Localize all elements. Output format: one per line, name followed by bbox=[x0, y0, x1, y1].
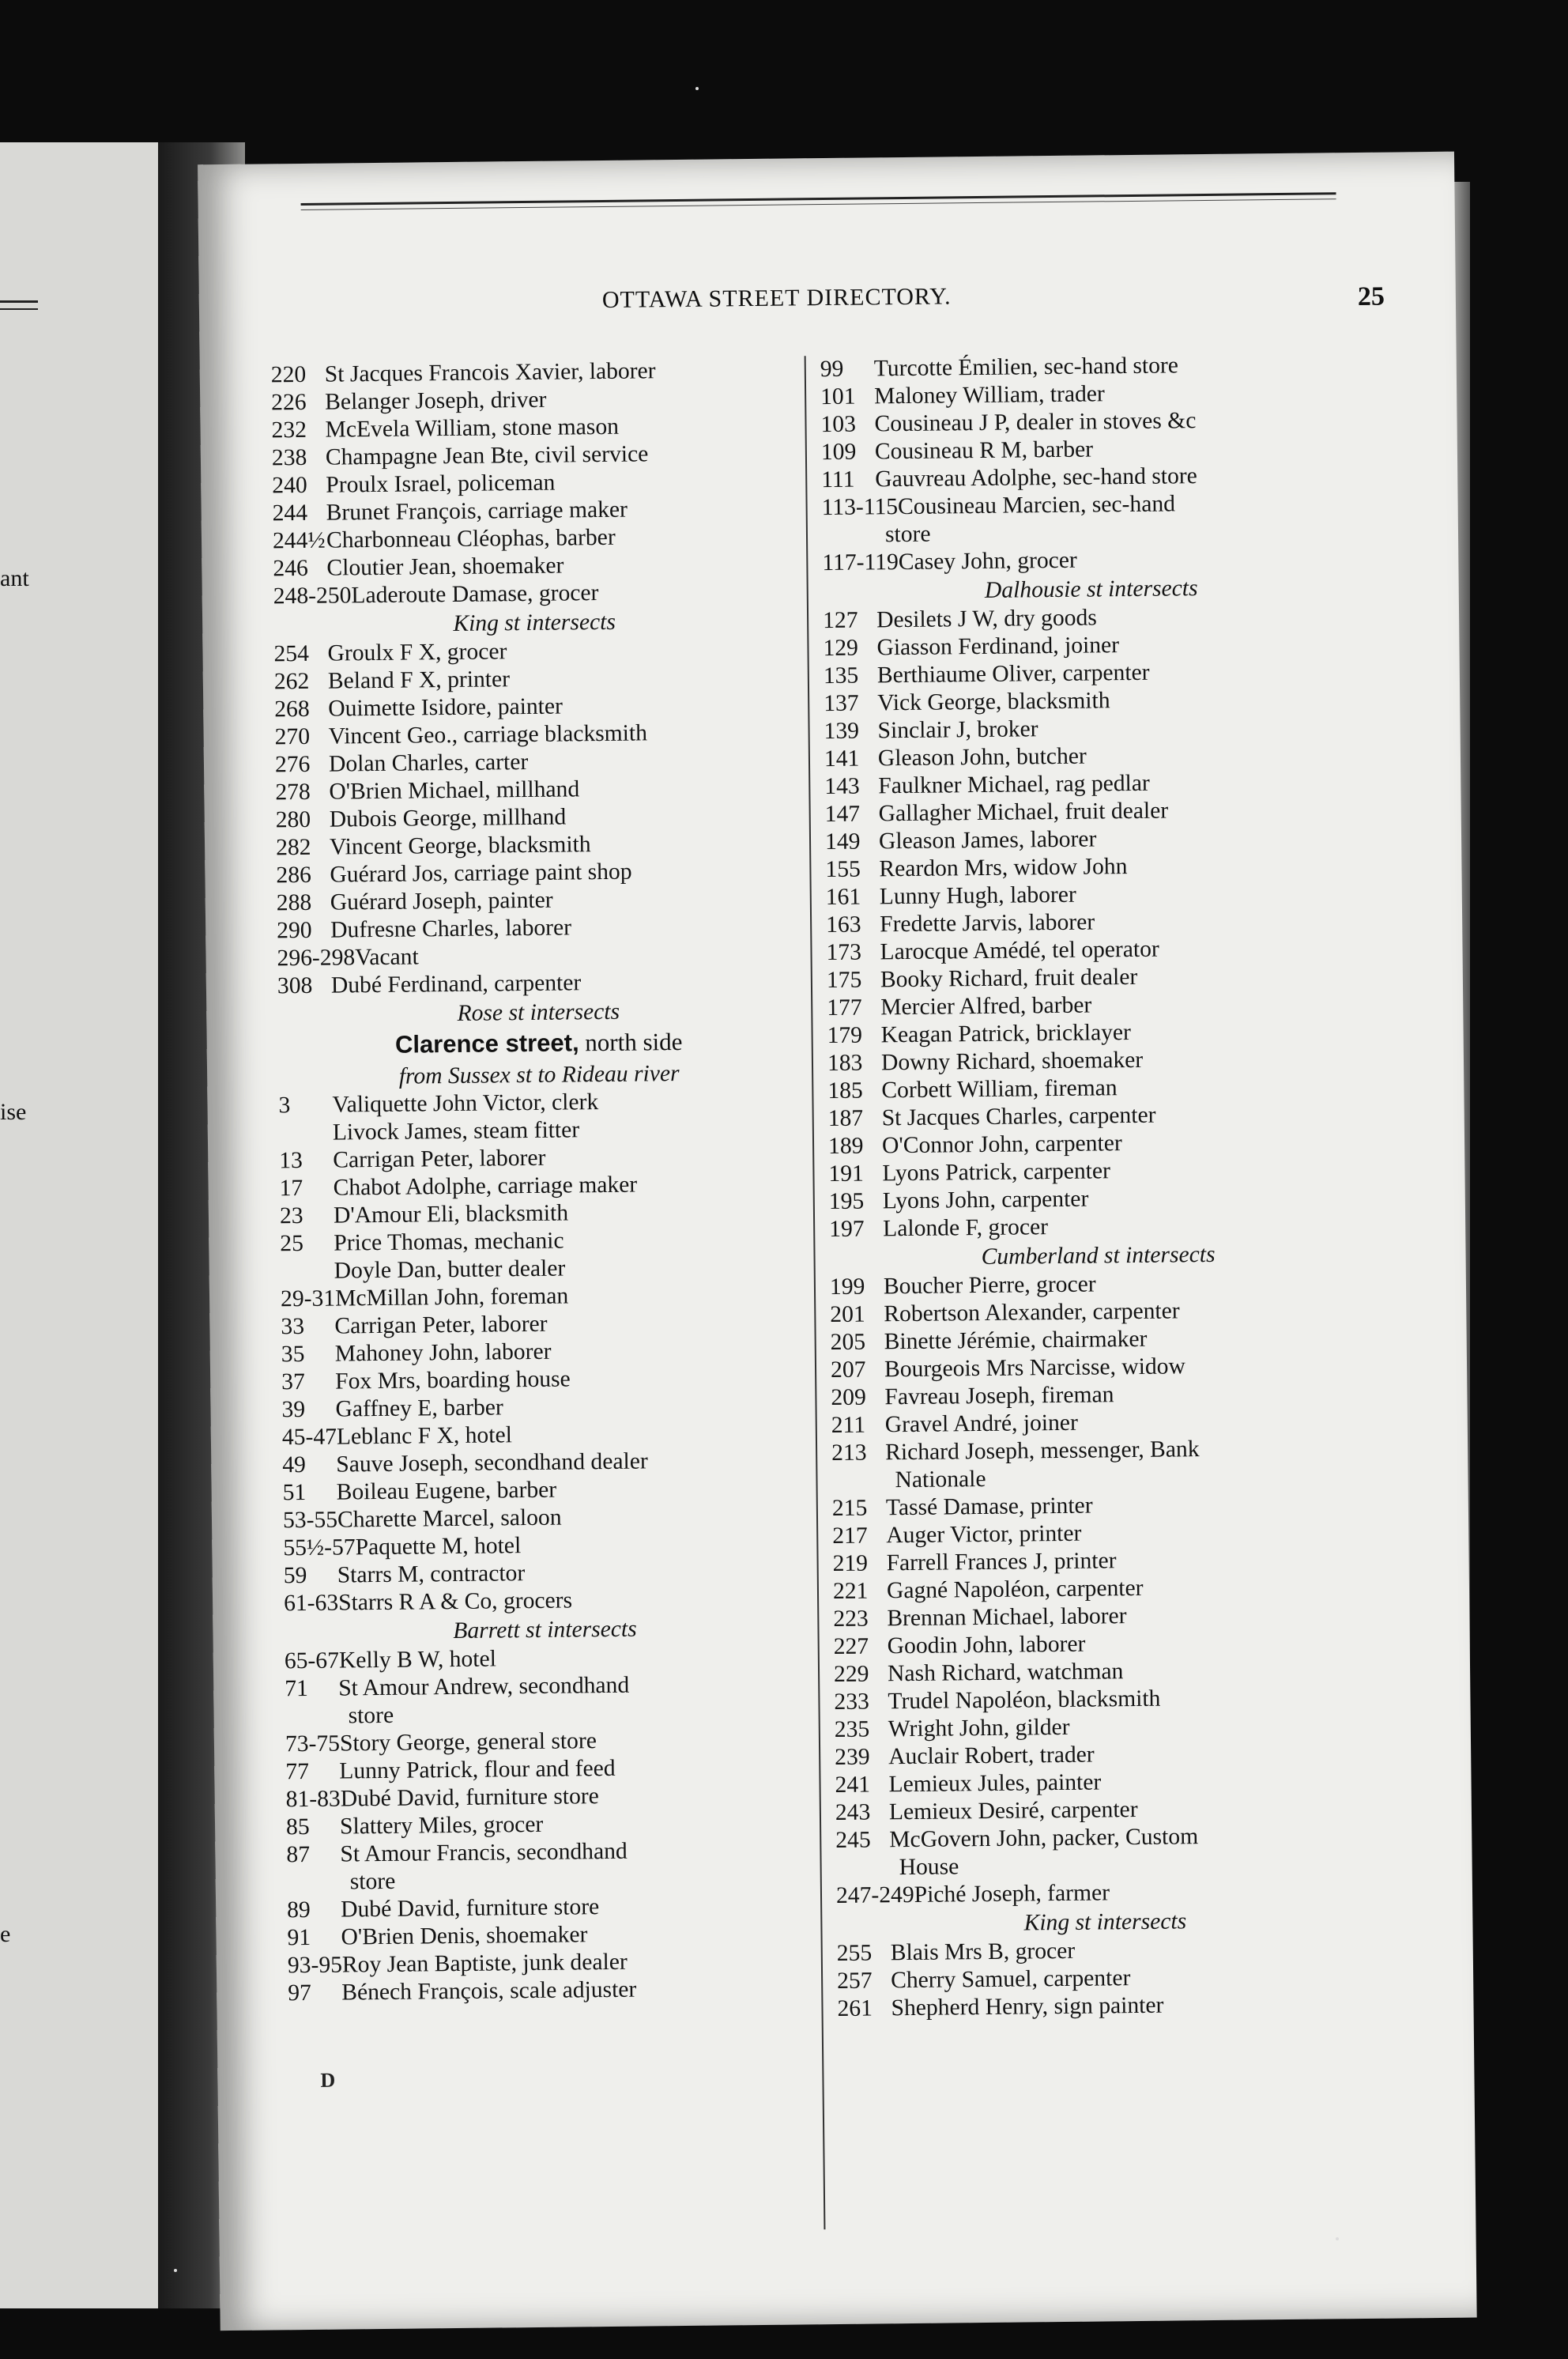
house-number: 29-31 bbox=[280, 1285, 336, 1312]
entry-group bbox=[823, 602, 1366, 1244]
house-number: 51 bbox=[282, 1479, 307, 1506]
house-number: 244½ bbox=[272, 527, 326, 554]
resident-occupation: Fredette Jarvis, laborer bbox=[879, 909, 1095, 938]
resident-occupation: Vincent George, blacksmith bbox=[329, 832, 591, 860]
house-number: 262 bbox=[273, 668, 310, 695]
house-number: 175 bbox=[826, 967, 862, 994]
left-page-rule-double bbox=[0, 308, 38, 310]
resident-occupation: Lyons Patrick, carpenter bbox=[882, 1158, 1111, 1187]
house-number: 177 bbox=[827, 995, 862, 1021]
speck bbox=[174, 2269, 177, 2272]
house-number: 282 bbox=[275, 834, 311, 861]
directory-entry bbox=[835, 1821, 1374, 1882]
resident-occupation: D'Amour Eli, blacksmith bbox=[333, 1200, 569, 1229]
resident-occupation: Gravel André, joiner bbox=[884, 1410, 1078, 1438]
house-number: 257 bbox=[836, 1968, 873, 1994]
resident-occupation: Dolan Charles, carter bbox=[328, 749, 529, 777]
house-number: 195 bbox=[828, 1188, 865, 1215]
house-number: 155 bbox=[825, 856, 861, 883]
house-number: 261 bbox=[837, 1995, 873, 2021]
house-number bbox=[281, 1278, 334, 1279]
resident-occupation: Carrigan Peter, laborer bbox=[333, 1145, 546, 1173]
resident-occupation: Ouimette Isidore, painter bbox=[328, 693, 564, 722]
resident-occupation: St Amour Francis, secondhand bbox=[340, 1838, 628, 1867]
house-number: 280 bbox=[275, 806, 311, 833]
resident-occupation: Robertson Alexander, carpenter bbox=[884, 1298, 1180, 1327]
house-number: 45-47 bbox=[281, 1424, 337, 1451]
resident-occupation: Dubois George, millhand bbox=[329, 804, 567, 832]
resident-occupation: Trudel Napoléon, blacksmith bbox=[888, 1685, 1161, 1715]
directory-entry bbox=[284, 1584, 805, 1617]
intersection-heading: Dalhousie st intersects bbox=[984, 576, 1198, 603]
house-number: 59 bbox=[283, 1562, 307, 1589]
house-number: 226 bbox=[271, 389, 307, 416]
resident-occupation: Berthiaume Oliver, carpenter bbox=[876, 659, 1150, 689]
house-number: 247-249 bbox=[835, 1882, 914, 1908]
resident-occupation: Boucher Pierre, grocer bbox=[883, 1271, 1096, 1300]
house-number: 135 bbox=[823, 662, 859, 689]
house-number: 93-95 bbox=[287, 1952, 343, 1979]
house-number: 71 bbox=[285, 1675, 308, 1702]
house-number: 213 bbox=[831, 1440, 867, 1466]
resident-occupation: Downy Richard, shoemaker bbox=[880, 1047, 1144, 1076]
house-number: 220 bbox=[270, 361, 307, 388]
resident-occupation: McMillan John, foreman bbox=[334, 1283, 569, 1312]
directory-entry bbox=[288, 1974, 809, 2007]
resident-occupation: Bourgeois Mrs Narcisse, widow bbox=[884, 1353, 1186, 1383]
resident-occupation: Sinclair J, broker bbox=[877, 716, 1038, 744]
house-number: 296-298 bbox=[277, 945, 356, 972]
house-number: 99 bbox=[820, 356, 844, 383]
house-number: 179 bbox=[827, 1022, 863, 1049]
house-number: 23 bbox=[279, 1203, 303, 1229]
resident-occupation: Vincent Geo., carriage blacksmith bbox=[328, 720, 648, 749]
resident-occupation: O'Brien Michael, millhand bbox=[329, 776, 580, 805]
resident-occupation: Tassé Damase, printer bbox=[885, 1493, 1093, 1521]
entry-continuation: Nationale bbox=[895, 1466, 986, 1493]
house-number: 238 bbox=[271, 444, 307, 471]
entry-group bbox=[820, 350, 1360, 577]
house-number: 232 bbox=[271, 417, 307, 443]
house-number: 215 bbox=[831, 1495, 868, 1522]
house-number: 243 bbox=[835, 1799, 871, 1825]
house-number: 55½-57 bbox=[283, 1534, 356, 1561]
resident-occupation: Lemieux Desiré, carpenter bbox=[888, 1796, 1138, 1825]
speck bbox=[1336, 2237, 1339, 2240]
resident-occupation: Charette Marcel, saloon bbox=[337, 1504, 562, 1533]
house-number: 244 bbox=[272, 500, 308, 527]
resident-occupation: Giasson Ferdinand, joiner bbox=[876, 632, 1120, 661]
resident-occupation: Brunet François, carriage maker bbox=[326, 496, 628, 526]
resident-occupation: Leblanc F X, hotel bbox=[336, 1422, 513, 1450]
resident-occupation: Champagne Jean Bte, civil service bbox=[325, 441, 649, 470]
left-page-rule bbox=[0, 300, 38, 303]
house-number: 81-83 bbox=[285, 1786, 341, 1813]
house-number: 127 bbox=[822, 607, 858, 634]
running-title: OTTAWA STREET DIRECTORY. bbox=[601, 283, 952, 313]
resident-occupation: Valiquette John Victor, clerk bbox=[332, 1089, 599, 1118]
resident-occupation: Fox Mrs, boarding house bbox=[335, 1366, 571, 1395]
resident-occupation: Auclair Robert, trader bbox=[888, 1742, 1095, 1770]
resident-occupation: Gagné Napoléon, carpenter bbox=[886, 1575, 1144, 1604]
resident-occupation: Lunny Patrick, flour and feed bbox=[339, 1755, 616, 1784]
house-number: 101 bbox=[820, 383, 856, 410]
house-number: 173 bbox=[826, 939, 862, 966]
house-number: 77 bbox=[285, 1758, 310, 1785]
resident-occupation: Proulx Israel, policeman bbox=[326, 470, 556, 498]
resident-occupation: Boileau Eugene, barber bbox=[336, 1477, 557, 1505]
resident-occupation: Price Thomas, mechanic bbox=[334, 1228, 564, 1256]
directory-entry bbox=[285, 1670, 807, 1731]
house-number: 270 bbox=[274, 723, 311, 750]
entry-continuation: store bbox=[348, 1702, 394, 1729]
resident-occupation: Nash Richard, watchman bbox=[887, 1659, 1124, 1687]
resident-occupation: Lunny Hugh, laborer bbox=[879, 881, 1076, 910]
resident-occupation: Mercier Alfred, barber bbox=[880, 992, 1092, 1021]
directory-page bbox=[198, 152, 1477, 2331]
house-number: 255 bbox=[836, 1940, 873, 1966]
resident-occupation: Cherry Samuel, carpenter bbox=[890, 1965, 1131, 1994]
house-number: 49 bbox=[282, 1451, 307, 1478]
resident-occupation: Dubé Ferdinand, carpenter bbox=[330, 970, 582, 998]
house-number: 39 bbox=[281, 1396, 306, 1423]
resident-occupation: Starrs M, contractor bbox=[337, 1561, 526, 1588]
resident-occupation: Bénech François, scale adjuster bbox=[341, 1976, 637, 2006]
house-number: 185 bbox=[827, 1078, 863, 1104]
directory-entry bbox=[831, 1434, 1370, 1495]
house-number: 191 bbox=[828, 1161, 865, 1187]
resident-occupation: Keagan Patrick, bricklayer bbox=[880, 1020, 1132, 1048]
resident-occupation: Desilets J W, dry goods bbox=[876, 605, 1097, 633]
resident-occupation: Dubé David, furniture store bbox=[340, 1894, 600, 1923]
resident-occupation: Guérard Joseph, painter bbox=[330, 887, 553, 915]
house-number: 248-250 bbox=[273, 583, 352, 610]
house-number: 241 bbox=[835, 1772, 871, 1798]
resident-occupation: O'Brien Denis, shoemaker bbox=[341, 1922, 588, 1950]
house-number: 163 bbox=[825, 912, 861, 938]
resident-occupation: Story George, general store bbox=[339, 1728, 597, 1757]
intersection-heading: Cumberland st intersects bbox=[981, 1241, 1216, 1270]
house-number: 189 bbox=[827, 1133, 864, 1160]
entry-group bbox=[285, 1642, 810, 2007]
house-number: 246 bbox=[273, 555, 308, 582]
left-page-fragment: ant bbox=[0, 565, 29, 591]
resident-occupation: Beland F X, printer bbox=[327, 666, 511, 694]
house-number: 227 bbox=[833, 1633, 869, 1660]
resident-occupation: Larocque Amédé, tel operator bbox=[880, 936, 1159, 965]
house-number: 109 bbox=[820, 439, 857, 466]
house-number: 111 bbox=[821, 466, 855, 493]
house-number: 183 bbox=[827, 1050, 863, 1077]
house-number: 73-75 bbox=[285, 1731, 341, 1757]
house-number: 201 bbox=[830, 1301, 865, 1328]
resident-occupation: McEvela William, stone mason bbox=[325, 413, 620, 443]
house-number: 13 bbox=[279, 1148, 303, 1174]
resident-occupation: Dufresne Charles, laborer bbox=[330, 915, 572, 943]
house-number: 229 bbox=[833, 1661, 869, 1687]
house-number: 35 bbox=[281, 1341, 305, 1368]
house-number: 290 bbox=[277, 917, 312, 944]
resident-occupation: Chabot Adolphe, carriage maker bbox=[333, 1172, 638, 1201]
house-number: 235 bbox=[834, 1716, 870, 1742]
entry-group bbox=[271, 356, 795, 610]
resident-occupation: St Jacques Charles, carpenter bbox=[881, 1102, 1156, 1131]
entry-group bbox=[837, 1934, 1375, 2023]
house-number: 233 bbox=[834, 1689, 870, 1715]
page-header bbox=[199, 278, 1456, 323]
resident-occupation: Shepherd Henry, sign painter bbox=[891, 1992, 1164, 2021]
house-number bbox=[279, 1140, 333, 1141]
house-number: 37 bbox=[281, 1368, 305, 1395]
header-rule-thin bbox=[301, 198, 1336, 210]
house-number: 207 bbox=[830, 1357, 866, 1383]
resident-occupation: Belanger Joseph, driver bbox=[325, 387, 547, 415]
resident-occupation: Carrigan Peter, laborer bbox=[334, 1311, 548, 1339]
right-column bbox=[820, 350, 1375, 2023]
house-number: 276 bbox=[274, 751, 311, 778]
left-page-fragment: e bbox=[0, 1921, 11, 1947]
left-facing-page bbox=[0, 142, 158, 2308]
house-number: 53-55 bbox=[282, 1507, 338, 1534]
house-number: 219 bbox=[832, 1550, 869, 1577]
resident-occupation: Blais Mrs B, grocer bbox=[890, 1938, 1076, 1966]
house-number: 239 bbox=[835, 1744, 870, 1770]
house-number: 240 bbox=[272, 472, 307, 499]
left-page-fragment: ise bbox=[0, 1099, 27, 1125]
resident-occupation: Paquette M, hotel bbox=[355, 1533, 522, 1561]
resident-occupation: Kelly B W, hotel bbox=[338, 1646, 497, 1674]
resident-occupation: Laderoute Damase, grocer bbox=[351, 580, 599, 609]
street-side: north side bbox=[579, 1027, 683, 1057]
house-number: 161 bbox=[825, 884, 861, 911]
house-number: 65-67 bbox=[284, 1648, 340, 1674]
resident-occupation: Favreau Joseph, fireman bbox=[884, 1382, 1114, 1410]
house-number: 223 bbox=[833, 1606, 869, 1632]
resident-occupation: Corbett William, fireman bbox=[881, 1075, 1118, 1104]
directory-entry bbox=[829, 1210, 1366, 1244]
signature-mark: D bbox=[320, 2068, 336, 2092]
resident-occupation: Farrell Frances J, printer bbox=[886, 1548, 1117, 1576]
resident-occupation: Starrs R A & Co, grocers bbox=[337, 1587, 573, 1616]
resident-occupation: Binette Jérémie, chairmaker bbox=[884, 1326, 1148, 1355]
house-number: 113-115 bbox=[821, 494, 899, 521]
resident-occupation: Doyle Dan, butter dealer bbox=[334, 1255, 566, 1284]
resident-occupation: Maloney William, trader bbox=[873, 381, 1105, 410]
house-number: 288 bbox=[276, 889, 312, 916]
resident-occupation: Reardon Mrs, widow John bbox=[879, 854, 1128, 882]
house-number: 147 bbox=[824, 801, 861, 828]
house-number: 91 bbox=[287, 1924, 311, 1951]
resident-occupation: Cousineau R M, barber bbox=[874, 436, 1094, 465]
entry-continuation: store bbox=[349, 1868, 396, 1895]
directory-entry bbox=[822, 544, 1359, 577]
house-number: 245 bbox=[835, 1827, 871, 1853]
resident-occupation: O'Connor John, carpenter bbox=[881, 1130, 1122, 1159]
entry-continuation: House bbox=[899, 1854, 959, 1881]
resident-occupation: Livock James, steam fitter bbox=[332, 1117, 580, 1146]
house-number: 197 bbox=[829, 1216, 865, 1243]
house-number: 143 bbox=[824, 773, 860, 800]
left-column bbox=[271, 356, 810, 2007]
resident-occupation: Charbonneau Cléophas, barber bbox=[326, 524, 616, 553]
house-number: 217 bbox=[832, 1523, 868, 1549]
directory-entry bbox=[273, 577, 795, 610]
resident-occupation: Groulx F X, grocer bbox=[327, 639, 507, 666]
resident-occupation: Booky Richard, fruit dealer bbox=[880, 964, 1138, 993]
resident-occupation: St Jacques Francois Xavier, laborer bbox=[324, 358, 656, 387]
resident-occupation: St Amour Andrew, secondhand bbox=[338, 1672, 630, 1701]
resident-occupation: Mahoney John, laborer bbox=[334, 1338, 552, 1367]
resident-occupation: Brennan Michael, laborer bbox=[887, 1603, 1127, 1632]
resident-occupation: Cousineau Marcien, sec-hand bbox=[897, 491, 1176, 520]
house-number: 33 bbox=[281, 1313, 305, 1340]
resident-occupation: Turcotte Émilien, sec-hand store bbox=[873, 353, 1179, 382]
intersection-heading: Barrett st intersects bbox=[453, 1616, 637, 1644]
house-number: 268 bbox=[274, 696, 310, 723]
house-number: 278 bbox=[275, 779, 311, 806]
resident-occupation: Gleason James, laborer bbox=[878, 826, 1097, 855]
house-number: 3 bbox=[278, 1093, 291, 1119]
resident-occupation: Vacant bbox=[355, 944, 419, 971]
resident-occupation: Casey John, grocer bbox=[898, 547, 1077, 576]
house-number: 199 bbox=[829, 1274, 865, 1300]
house-number: 25 bbox=[280, 1230, 304, 1257]
street-heading bbox=[278, 1025, 800, 1063]
street-range: from Sussex st to Rideau river bbox=[398, 1061, 680, 1089]
house-number: 286 bbox=[276, 862, 312, 889]
house-number: 17 bbox=[279, 1176, 303, 1202]
house-number: 211 bbox=[831, 1412, 866, 1439]
resident-occupation: Gallagher Michael, fruit dealer bbox=[878, 798, 1169, 827]
directory-entry bbox=[836, 1877, 1374, 1910]
resident-occupation: Wright John, gilder bbox=[888, 1714, 1070, 1742]
directory-entry bbox=[837, 1990, 1374, 2023]
resident-occupation: Gauvreau Adolphe, sec-hand store bbox=[875, 463, 1197, 493]
page-number: 25 bbox=[1357, 281, 1385, 311]
resident-occupation: Gleason John, butcher bbox=[877, 743, 1087, 772]
resident-occupation: Roy Jean Baptiste, junk dealer bbox=[341, 1949, 628, 1978]
resident-occupation: Cousineau J P, dealer in stoves &c bbox=[874, 408, 1197, 437]
resident-occupation: Guérard Jos, carriage paint shop bbox=[330, 859, 632, 888]
house-number: 221 bbox=[832, 1578, 869, 1605]
intersection-heading: King st intersects bbox=[453, 609, 616, 636]
house-number: 187 bbox=[827, 1105, 864, 1132]
house-number: 103 bbox=[820, 411, 857, 438]
resident-occupation: Lalonde F, grocer bbox=[883, 1214, 1049, 1242]
house-number: 85 bbox=[285, 1814, 310, 1840]
intersection-heading: King st intersects bbox=[1023, 1908, 1187, 1936]
resident-occupation: Sauve Joseph, secondhand dealer bbox=[336, 1448, 648, 1478]
resident-occupation: Faulkner Michael, rag pedlar bbox=[878, 770, 1150, 799]
house-number: 89 bbox=[287, 1897, 311, 1923]
street-name: Clarence street, bbox=[394, 1029, 579, 1059]
resident-occupation: Piché Joseph, farmer bbox=[914, 1880, 1110, 1908]
directory-entry bbox=[277, 967, 799, 1000]
resident-occupation: Lemieux Jules, painter bbox=[888, 1769, 1102, 1798]
entry-group bbox=[273, 635, 799, 1000]
resident-occupation: Cloutier Jean, shoemaker bbox=[326, 553, 564, 581]
resident-occupation: Richard Joseph, messenger, Bank bbox=[884, 1436, 1200, 1466]
resident-occupation: Vick George, blacksmith bbox=[877, 688, 1110, 716]
house-number: 129 bbox=[823, 635, 859, 662]
house-number: 308 bbox=[277, 972, 313, 999]
house-number: 87 bbox=[286, 1841, 311, 1868]
house-number: 137 bbox=[824, 690, 859, 717]
entry-continuation: store bbox=[884, 521, 931, 548]
intersection-heading: Rose st intersects bbox=[457, 998, 620, 1026]
directory-entry bbox=[286, 1836, 808, 1897]
directory-entry bbox=[821, 489, 1359, 549]
house-number: 141 bbox=[824, 745, 860, 772]
resident-occupation: McGovern John, packer, Custom bbox=[889, 1824, 1199, 1853]
house-number: 205 bbox=[830, 1329, 866, 1356]
house-number: 97 bbox=[288, 1980, 312, 2006]
house-number: 254 bbox=[273, 640, 310, 667]
house-number: 149 bbox=[824, 828, 861, 855]
entry-group bbox=[278, 1086, 805, 1617]
resident-occupation: Gaffney E, barber bbox=[335, 1395, 503, 1422]
resident-occupation: Dubé David, furniture store bbox=[340, 1783, 599, 1812]
entry-group bbox=[830, 1268, 1374, 1910]
house-number: 61-63 bbox=[283, 1590, 339, 1617]
house-number: 139 bbox=[824, 718, 860, 745]
resident-occupation: Goodin John, laborer bbox=[887, 1631, 1086, 1659]
resident-occupation: Auger Victor, printer bbox=[886, 1520, 1082, 1549]
house-number: 209 bbox=[831, 1384, 866, 1411]
speck bbox=[695, 87, 699, 90]
resident-occupation: Lyons John, carpenter bbox=[882, 1186, 1089, 1214]
house-number: 117-119 bbox=[822, 549, 899, 576]
resident-occupation: Slattery Miles, grocer bbox=[339, 1811, 544, 1840]
